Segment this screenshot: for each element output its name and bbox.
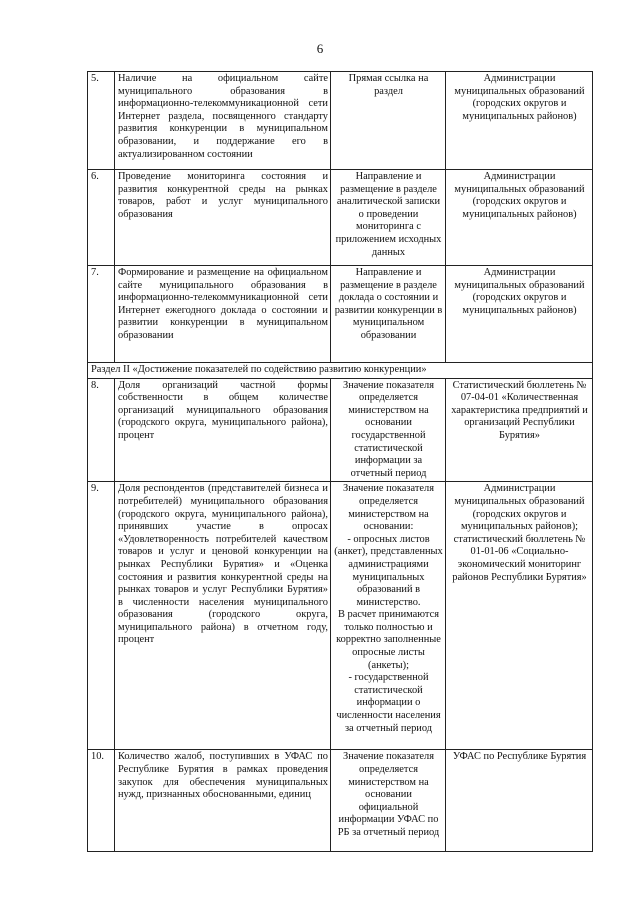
calculation-method [331,72,446,170]
row-number: 5. [88,72,115,170]
table-row [88,750,593,852]
data-source: Администрации муниципальных образований (городских округов и муниципальных районов) [446,72,593,170]
indicators-table [87,71,593,852]
indicator-description: Формирование и размещение на официальном сайте муниципального образования в информационно-телекоммуникационной сети Интернет ежегодного доклада о состоянии и развитии конкуренции в муниципальном образовании [115,266,331,363]
method-line: - опросных листов (анкет), представленных администрациями муниципальных образований в министерство. [334,533,443,608]
calculation-method [331,266,446,363]
table-row [88,378,593,482]
row-number: 9. [88,482,115,750]
method-line: В расчет принимаются только полностью и корректно заполненные опросные листы (анкеты); [336,609,441,671]
method-line: Направление и размещение в разделе аналитической записки о проведении мониторинга с приложением исходных данных [335,171,442,258]
row-number: 10. [88,750,115,852]
data-source: Администрации муниципальных образований (городских округов и муниципальных районов) [446,170,593,266]
calculation-method [331,750,446,852]
data-source: Статистический бюллетень № 07-04-01 «Количественная характеристика предприятий и организаций Республики Бурятия» [446,378,593,482]
method-line: Значение показателя определяется министерством на основании официальной информации УФАС по РБ за отчетный период [337,751,440,838]
indicator-description: Количество жалоб, поступивших в УФАС по Республике Бурятия в рамках проведения закупок для обеспечения муниципальных нужд, признанных обоснованными, единиц [115,750,331,852]
indicator-description: Доля респондентов (представителей бизнеса и потребителей) муниципального образования (городского округа, муниципального района), принявших участие в опросах «Удовлетворенность потребителей качеством товаров и услуг и ценовой конкуренции на рынках Республики Бурятия» и «Оценка состояния и развития конкурентной среды на рынках товаров и услуг Республики Бурятия» в численности населения муниципального образования (городского округа, муниципального района) в отчетном году, процент [115,482,331,750]
section-title: Раздел II «Достижение показателей по содействию развитию конкуренции» [88,363,593,379]
indicator-description: Наличие на официальном сайте муниципального образования в информационно-телекоммуникационной сети Интернет раздела, посвященного стандарту развития конкуренции в муниципальном образовании, и поддержание его в актуализированном состоянии [115,72,331,170]
method-line: - государственной статистической информации о численности населения за отчетный период [336,672,441,734]
table-row [88,482,593,750]
data-source: Администрации муниципальных образований (городских округов и муниципальных районов) [446,266,593,363]
calculation-method [331,482,446,750]
section-row [88,363,593,379]
data-source: УФАС по Республике Бурятия [446,750,593,852]
method-line: Направление и размещение в разделе доклада о состоянии и развитии конкуренции в муниципальном образовании [334,267,443,341]
calculation-method [331,170,446,266]
indicator-description: Проведение мониторинга состояния и развития конкурентной среды на рынках товаров, работ и услуг муниципального образования [115,170,331,266]
row-number: 8. [88,378,115,482]
row-number: 7. [88,266,115,363]
page-number: 6 [316,41,324,56]
table-row [88,266,593,363]
method-line: Значение показателя определяется министерством на основании: [343,483,434,533]
table-row [88,72,593,170]
table-row [88,170,593,266]
method-line: Значение показателя определяется министерством на основании государственной статистической информации за отчетный период [343,379,434,479]
calculation-method [331,378,446,482]
data-source: Администрации муниципальных образований (городских округов и муниципальных районов); статистический бюллетень № 01-01-06 «Социально-экономический мониторинг районов Республики Бурятия» [446,482,593,750]
method-line: Прямая ссылка на раздел [348,73,429,97]
indicator-description: Доля организаций частной формы собственности в общем количестве организаций муниципального образования (городского округа, муниципального района), процент [115,378,331,482]
row-number: 6. [88,170,115,266]
